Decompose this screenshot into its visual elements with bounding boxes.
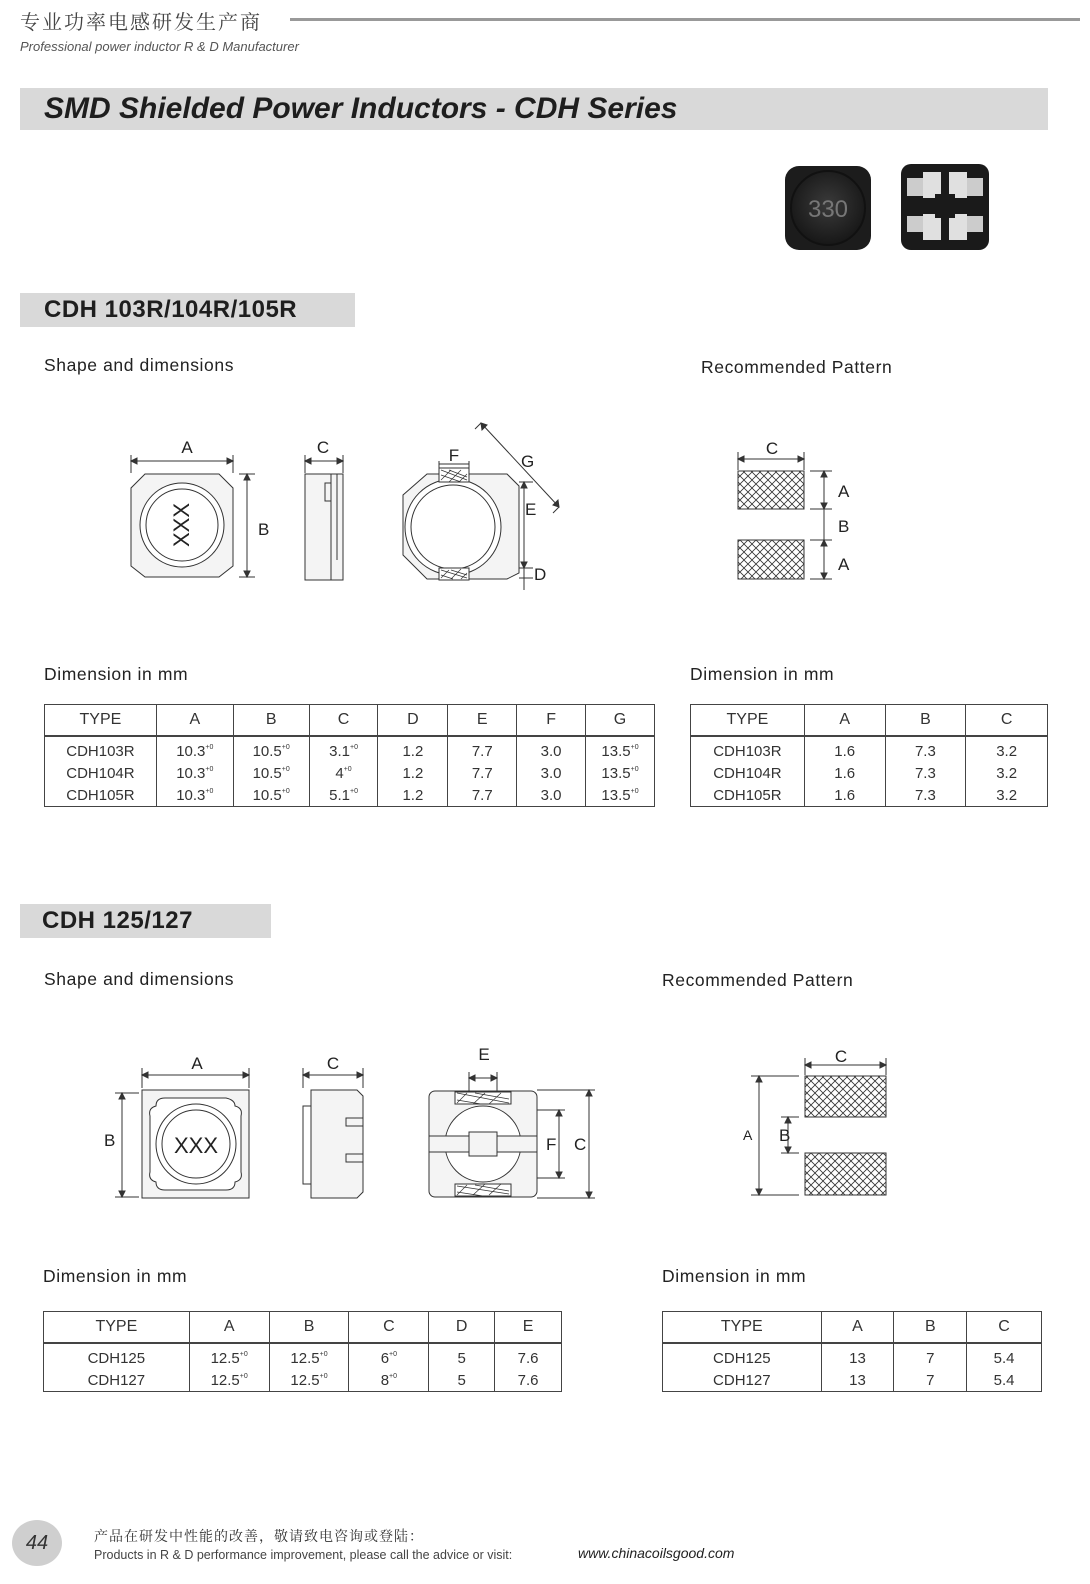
section1-dimension-table [44, 704, 655, 807]
section1-dim-label-left: Dimension in mm [44, 664, 189, 684]
column-header: C [967, 1312, 1042, 1344]
type-cell [663, 1343, 822, 1369]
s2-marking: XXX [173, 1133, 219, 1158]
table-row [691, 736, 1048, 762]
cell-value: 7.7 [471, 764, 493, 782]
page-number: 44 [12, 1520, 62, 1566]
chinese-title: 专业功率电感研发生产商 [20, 10, 262, 34]
cell-value: 3.2 [996, 786, 1018, 804]
cell-value: 10.5 [252, 764, 282, 782]
column-header: B [894, 1312, 967, 1344]
cell-value: 12.5 [210, 1349, 240, 1367]
dimension-cell [309, 784, 378, 807]
column-header: F [517, 705, 586, 737]
s1-label-b: B [258, 520, 270, 539]
english-subtitle: Professional power inductor R & D Manufacturer [20, 39, 299, 54]
column-header: TYPE [45, 705, 157, 737]
s1-label-a: A [181, 438, 193, 457]
cell-value: 7.3 [914, 742, 936, 760]
s2-pattern-label-c: C [834, 1047, 848, 1066]
column-header: A [804, 705, 885, 737]
s1-side-view [305, 438, 343, 580]
s2-pattern-label-a: A [743, 1127, 753, 1143]
dimension-cell [233, 762, 309, 784]
dimension-cell [448, 762, 517, 784]
type-cell [45, 762, 157, 784]
type-cell [45, 784, 157, 807]
type-cell [44, 1343, 190, 1369]
cell-value: 10.5 [252, 786, 282, 804]
tolerance-superscript: +0 [281, 765, 290, 773]
section1-title: CDH 103R/104R/105R [44, 296, 298, 323]
table-row [45, 784, 655, 807]
photo-marking: 330 [807, 196, 849, 223]
tolerance-superscript: +0 [205, 765, 214, 773]
header-rule [290, 18, 1080, 21]
type-cell [691, 736, 805, 762]
s2-label-f: F [546, 1135, 557, 1154]
dimension-cell [966, 784, 1048, 807]
cell-value: CDH127 [87, 1371, 146, 1389]
section1-pattern-table [690, 704, 1048, 807]
column-header: C [309, 705, 378, 737]
cell-value: 13.5 [601, 742, 631, 760]
cell-value: CDH103R [713, 742, 782, 760]
section2-pattern-table [662, 1311, 1042, 1392]
cell-value: 1.6 [834, 786, 856, 804]
cell-value: 5.4 [993, 1349, 1015, 1367]
table-row [45, 736, 655, 762]
cell-value: 5 [457, 1349, 466, 1367]
table-row [691, 762, 1048, 784]
section1-shape-label: Shape and dimensions [44, 355, 235, 375]
pad-top [805, 1076, 886, 1117]
dimension-cell [429, 1343, 495, 1369]
dimension-cell [885, 736, 966, 762]
inductor-photo-bottom [901, 164, 989, 250]
cell-value: 10.3 [176, 764, 206, 782]
dimension-cell [349, 1343, 429, 1369]
section2-dimension-table [43, 1311, 562, 1392]
table-row [663, 1369, 1042, 1392]
dimension-cell [495, 1343, 562, 1369]
dimension-cell [967, 1369, 1042, 1392]
section2-dim-label-right: Dimension in mm [662, 1266, 807, 1286]
cell-value: 10.3 [176, 786, 206, 804]
cell-value: CDH105R [66, 786, 135, 804]
tolerance-superscript: +0 [630, 765, 639, 773]
dimension-cell [309, 762, 378, 784]
dimension-cell [517, 762, 586, 784]
dimension-cell [189, 1343, 269, 1369]
s2-bottom-view [429, 1045, 595, 1198]
cell-value: 5.1 [329, 786, 350, 804]
s2-label-c2: C [574, 1135, 587, 1154]
column-header: B [885, 705, 966, 737]
dimension-cell [804, 736, 885, 762]
dimension-cell [821, 1343, 894, 1369]
cell-value: 7.7 [471, 786, 493, 804]
cell-value: CDH104R [713, 764, 782, 782]
s1-pattern-label-a2: A [838, 555, 850, 574]
cell-value: 7.3 [914, 786, 936, 804]
column-header: B [269, 1312, 349, 1344]
s1-marking: XXX [169, 502, 194, 548]
inductor-photo-top [785, 166, 871, 250]
table-row [44, 1369, 562, 1392]
dimension-cell [517, 784, 586, 807]
column-header: TYPE [691, 705, 805, 737]
cell-value: 3.0 [540, 764, 562, 782]
s1-label-e: E [525, 500, 537, 519]
s1-pattern-label-b: B [838, 517, 850, 536]
section2-shape-drawing [95, 1040, 605, 1210]
type-cell [691, 762, 805, 784]
pad-bottom [805, 1153, 886, 1195]
table-row [45, 762, 655, 784]
footer-english-note: Products in R & D performance improvement, please call the advice or visit: [94, 1548, 513, 1562]
cell-value: 12.5 [210, 1371, 240, 1389]
s1-bottom-view [403, 423, 559, 590]
cell-value: 8 [380, 1371, 390, 1389]
cell-value: 6 [380, 1349, 390, 1367]
cell-value: 1.2 [402, 764, 424, 782]
dimension-cell [804, 784, 885, 807]
dimension-cell [586, 736, 655, 762]
section1-shape-drawing [115, 415, 575, 595]
s1-top-view [131, 438, 269, 577]
dimension-cell [967, 1343, 1042, 1369]
s1-label-f: F [448, 446, 460, 465]
dimension-cell [448, 736, 517, 762]
product-photos [775, 158, 1000, 258]
cell-value: 4 [335, 764, 344, 782]
s1-pattern-label-c: C [765, 439, 779, 458]
s2-label-c: C [326, 1054, 340, 1073]
table-row [44, 1343, 562, 1369]
cell-value: CDH104R [66, 764, 135, 782]
column-header: A [156, 705, 233, 737]
tolerance-superscript: +0 [630, 787, 639, 795]
dimension-cell [309, 736, 378, 762]
dimension-cell [821, 1369, 894, 1392]
page-title: SMD Shielded Power Inductors - CDH Series [44, 92, 678, 125]
dimension-cell [894, 1343, 967, 1369]
column-header: D [429, 1312, 495, 1344]
cell-value: 12.5 [290, 1349, 320, 1367]
dimension-cell [586, 762, 655, 784]
footer-chinese-note: 产品在研发中性能的改善，敬请致电咨询或登陆： [94, 1529, 424, 1545]
cell-value: 7.3 [914, 764, 936, 782]
tolerance-superscript: +0 [281, 743, 290, 751]
dimension-cell [156, 784, 233, 807]
s1-label-g: G [521, 452, 535, 471]
dimension-cell [586, 784, 655, 807]
column-header: A [189, 1312, 269, 1344]
tolerance-superscript: +0 [205, 787, 214, 795]
tolerance-superscript: +0 [319, 1350, 328, 1358]
s2-pattern-label-b: B [779, 1126, 791, 1145]
cell-value: 5.4 [993, 1371, 1015, 1389]
column-header: C [966, 705, 1048, 737]
pad-top [738, 471, 804, 509]
column-header: D [378, 705, 448, 737]
s1-label-d: D [534, 565, 547, 584]
tolerance-superscript: +0 [343, 765, 352, 773]
tolerance-superscript: +0 [389, 1372, 398, 1380]
cell-value: 7 [926, 1349, 935, 1367]
cell-value: 13 [849, 1349, 866, 1367]
dimension-cell [966, 762, 1048, 784]
s1-label-c: C [316, 438, 330, 457]
dimension-cell [448, 784, 517, 807]
type-cell [691, 784, 805, 807]
table-row [663, 1343, 1042, 1369]
dimension-cell [894, 1369, 967, 1392]
cell-value: 12.5 [290, 1371, 320, 1389]
s2-label-e: E [478, 1045, 490, 1064]
column-header: C [349, 1312, 429, 1344]
cell-value: CDH127 [713, 1371, 771, 1389]
s2-label-b: B [104, 1131, 116, 1150]
dimension-cell [429, 1369, 495, 1392]
tolerance-superscript: +0 [349, 743, 358, 751]
column-header: TYPE [44, 1312, 190, 1344]
tolerance-superscript: +0 [239, 1350, 248, 1358]
cell-value: CDH125 [87, 1349, 146, 1367]
cell-value: 3.0 [540, 742, 562, 760]
column-header: E [448, 705, 517, 737]
cell-value: 3.2 [996, 742, 1018, 760]
dimension-cell [156, 736, 233, 762]
tolerance-superscript: +0 [319, 1372, 328, 1380]
section1-dim-label-right: Dimension in mm [690, 664, 835, 684]
dimension-cell [378, 762, 448, 784]
type-cell [663, 1369, 822, 1392]
dimension-cell [156, 762, 233, 784]
dimension-cell [378, 736, 448, 762]
column-header: A [821, 1312, 894, 1344]
cell-value: 3.0 [540, 786, 562, 804]
type-cell [44, 1369, 190, 1392]
cell-value: CDH105R [713, 786, 782, 804]
s2-top-view [104, 1054, 249, 1198]
cell-value: 1.2 [402, 786, 424, 804]
section1-pattern-drawing [728, 432, 868, 592]
section1-pattern-label: Recommended Pattern [701, 357, 893, 377]
dimension-cell [378, 784, 448, 807]
tolerance-superscript: +0 [349, 787, 358, 795]
cell-value: 13.5 [601, 764, 631, 782]
dimension-cell [269, 1369, 349, 1392]
dimension-cell [495, 1369, 562, 1392]
cell-value: 7.7 [471, 742, 493, 760]
dimension-cell [349, 1369, 429, 1392]
dimension-cell [885, 784, 966, 807]
s1-pattern-label-a1: A [838, 482, 850, 501]
tolerance-superscript: +0 [239, 1372, 248, 1380]
cell-value: CDH125 [713, 1349, 771, 1367]
cell-value: 7.6 [517, 1349, 539, 1367]
cell-value: 10.5 [252, 742, 282, 760]
cell-value: 1.6 [834, 742, 856, 760]
column-header: E [495, 1312, 562, 1344]
tolerance-superscript: +0 [630, 743, 639, 751]
dimension-cell [804, 762, 885, 784]
cell-value: 7 [926, 1371, 935, 1389]
cell-value: 1.2 [402, 742, 424, 760]
table-row [691, 784, 1048, 807]
dimension-cell [269, 1343, 349, 1369]
dimension-cell [885, 762, 966, 784]
cell-value: 3.1 [329, 742, 350, 760]
column-header: TYPE [663, 1312, 822, 1344]
section2-pattern-label: Recommended Pattern [662, 970, 854, 990]
dimension-cell [517, 736, 586, 762]
cell-value: 10.3 [176, 742, 206, 760]
section2-title: CDH 125/127 [42, 907, 193, 934]
cell-value: 13 [849, 1371, 866, 1389]
footer-website-link[interactable]: www.chinacoilsgood.com [578, 1545, 735, 1561]
cell-value: CDH103R [66, 742, 135, 760]
cell-value: 1.6 [834, 764, 856, 782]
dimension-cell [966, 736, 1048, 762]
dimension-cell [233, 784, 309, 807]
s2-side-view [303, 1054, 363, 1198]
section2-dim-label-left: Dimension in mm [43, 1266, 188, 1286]
column-header: G [586, 705, 655, 737]
section2-shape-label: Shape and dimensions [44, 969, 235, 989]
type-cell [45, 736, 157, 762]
column-header: B [233, 705, 309, 737]
tolerance-superscript: +0 [205, 743, 214, 751]
section2-pattern-drawing [735, 1045, 905, 1205]
tolerance-superscript: +0 [389, 1350, 398, 1358]
tolerance-superscript: +0 [281, 787, 290, 795]
cell-value: 3.2 [996, 764, 1018, 782]
dimension-cell [189, 1369, 269, 1392]
cell-value: 5 [457, 1371, 466, 1389]
dimension-cell [233, 736, 309, 762]
cell-value: 13.5 [601, 786, 631, 804]
pad-bottom [738, 540, 804, 579]
s2-label-a: A [191, 1054, 203, 1073]
cell-value: 7.6 [517, 1371, 539, 1389]
